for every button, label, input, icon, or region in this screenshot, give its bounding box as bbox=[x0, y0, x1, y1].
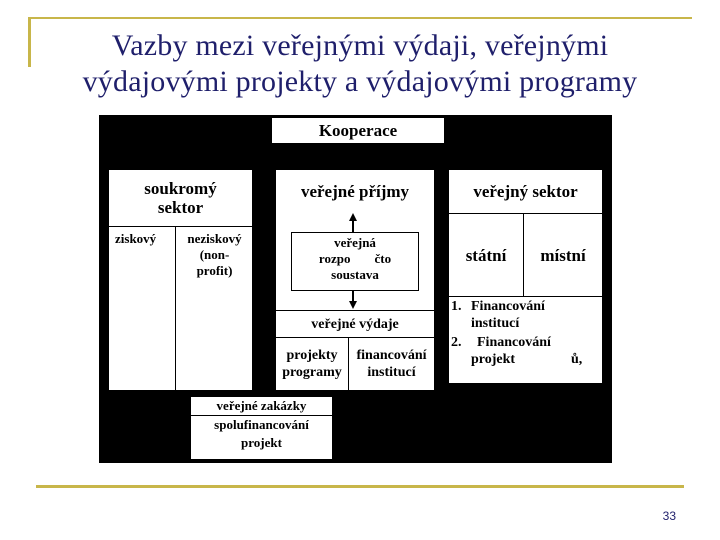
funding-item-1-line1: Financování bbox=[471, 299, 545, 314]
public-revenue-label: veřejné příjmy bbox=[300, 181, 410, 201]
programs-label: programy bbox=[282, 365, 342, 380]
state-label: státní bbox=[465, 245, 507, 265]
funding-item-1-number: 1. bbox=[451, 299, 462, 314]
arrow-up-shaft bbox=[352, 220, 354, 232]
budget-system-line2-part2: čto bbox=[374, 251, 392, 266]
nonprofit-line1: neziskový bbox=[187, 231, 242, 246]
local-label: místní bbox=[540, 245, 586, 265]
private-sector-line2: sektor bbox=[157, 198, 204, 217]
public-sector-label: veřejný sektor bbox=[473, 182, 578, 201]
institution-funding-box bbox=[349, 338, 434, 390]
funding-list bbox=[451, 298, 601, 372]
funding-item-1-line2: institucí bbox=[471, 316, 520, 331]
public-procurement-label: veřejné zakázky bbox=[191, 397, 332, 416]
slide-title bbox=[30, 28, 690, 100]
nonprofit-label bbox=[177, 231, 252, 279]
arrow-down-shaft bbox=[352, 291, 354, 301]
budget-system-line1: veřejná bbox=[334, 235, 376, 250]
private-sector-box bbox=[109, 170, 252, 390]
profit-label: ziskový bbox=[115, 231, 157, 246]
relationship-diagram bbox=[99, 115, 612, 463]
budget-system-line2 bbox=[292, 251, 418, 267]
institution-funding-line1: financování bbox=[356, 348, 427, 363]
public-expenditure-box bbox=[276, 311, 434, 337]
cofinancing-line1: spolufinancování bbox=[214, 417, 309, 432]
public-expenditure-label: veřejné výdaje bbox=[311, 316, 399, 332]
funding-item-1 bbox=[451, 298, 601, 332]
public-sector-box bbox=[449, 170, 602, 383]
public-revenue-box bbox=[276, 170, 434, 212]
funding-item-2 bbox=[451, 332, 601, 372]
budget-system-line3: soustava bbox=[331, 267, 379, 282]
projects-label: projekty bbox=[286, 348, 338, 363]
public-procurement-box bbox=[191, 397, 332, 459]
funding-item-2-line2-part1: projekt bbox=[471, 352, 516, 367]
arrow-down-head bbox=[349, 301, 357, 309]
cofinancing-line2: projekt bbox=[241, 435, 282, 450]
kooperace-label: Kooperace bbox=[318, 121, 398, 140]
private-sector-divider bbox=[109, 226, 252, 227]
title-line-1: Vazby mezi veřejnými výdaji, veřejnými bbox=[111, 29, 609, 62]
page-number: 33 bbox=[662, 509, 676, 523]
nonprofit-line2: (non- bbox=[199, 247, 230, 262]
public-sector-header bbox=[449, 170, 602, 213]
budget-system-line2-part1: rozpo bbox=[318, 251, 351, 266]
decorative-top-rule bbox=[28, 17, 692, 19]
private-sector-header bbox=[109, 172, 252, 224]
local-cell bbox=[524, 214, 602, 296]
private-sector-split bbox=[175, 226, 176, 390]
budget-system-box bbox=[291, 232, 419, 291]
projects-programs-box bbox=[276, 338, 348, 390]
private-sector-line1: soukromý bbox=[144, 179, 217, 198]
institution-funding-line2: institucí bbox=[367, 365, 416, 380]
funding-item-2-number: 2. bbox=[451, 335, 462, 350]
nonprofit-line3: profit) bbox=[196, 263, 233, 278]
funding-item-2-line1: Financování bbox=[477, 335, 551, 350]
funding-item-2-line2-part2: ů, bbox=[571, 352, 583, 367]
decorative-bottom-rule bbox=[36, 485, 684, 488]
title-line-2: výdajovými projekty a výdajovými programy bbox=[82, 65, 638, 98]
state-cell bbox=[449, 214, 523, 296]
kooperace-box bbox=[272, 118, 444, 143]
public-sector-divider-2 bbox=[449, 296, 602, 297]
